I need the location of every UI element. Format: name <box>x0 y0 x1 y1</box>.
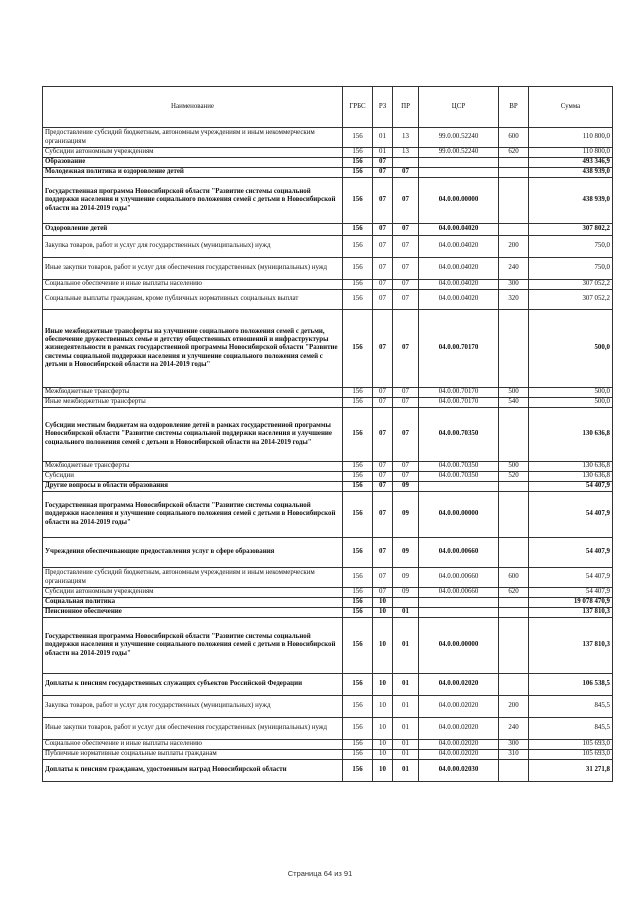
cell-grbs: 156 <box>343 740 373 750</box>
cell-rz: 10 <box>373 750 393 760</box>
cell-pr: 07 <box>393 178 419 224</box>
cell-vr: 240 <box>499 258 529 280</box>
cell-csr: 04.0.00.00660 <box>419 538 499 568</box>
cell-grbs: 156 <box>343 568 373 588</box>
cell-csr: 04.0.00.00660 <box>419 568 499 588</box>
cell-name: Субсидии автономным учреждениям <box>43 148 343 158</box>
cell-name: Доплаты к пенсиям государственных служащих субъектов Российской Федерации <box>43 674 343 696</box>
cell-vr <box>499 482 529 492</box>
table-body <box>43 128 613 782</box>
cell-rz: 07 <box>373 588 393 598</box>
cell-rz: 07 <box>373 290 393 310</box>
cell-name: Субсидии автономным учреждениям <box>43 588 343 598</box>
cell-grbs: 156 <box>343 398 373 408</box>
cell-sum: 106 538,5 <box>529 674 613 696</box>
cell-vr <box>499 178 529 224</box>
cell-rz: 10 <box>373 608 393 618</box>
cell-rz: 07 <box>373 472 393 482</box>
cell-rz: 07 <box>373 310 393 388</box>
cell-grbs: 156 <box>343 310 373 388</box>
cell-csr: 04.0.00.00000 <box>419 492 499 538</box>
cell-csr: 04.0.00.04020 <box>419 280 499 290</box>
cell-pr: 01 <box>393 718 419 740</box>
cell-sum: 130 636,8 <box>529 408 613 462</box>
cell-pr: 01 <box>393 618 419 674</box>
cell-sum: 493 346,9 <box>529 158 613 168</box>
cell-grbs: 156 <box>343 290 373 310</box>
cell-rz: 10 <box>373 740 393 750</box>
table-row <box>43 128 613 148</box>
cell-vr: 620 <box>499 588 529 598</box>
cell-pr: 07 <box>393 388 419 398</box>
cell-name: Межбюджетные трансферты <box>43 462 343 472</box>
table-row <box>43 608 613 618</box>
cell-name: Государственная программа Новосибирской области "Развитие системы социальной поддержки населения и улучшение социального положения семей с детьми в Новосибирской области на 2014-2019 годы" <box>43 618 343 674</box>
cell-rz: 01 <box>373 128 393 148</box>
cell-rz: 07 <box>373 388 393 398</box>
cell-name: Субсидии <box>43 472 343 482</box>
budget-table <box>42 86 613 782</box>
cell-csr <box>419 158 499 168</box>
cell-grbs: 156 <box>343 750 373 760</box>
cell-vr: 620 <box>499 148 529 158</box>
cell-name: Оздоровление детей <box>43 224 343 236</box>
cell-vr <box>499 760 529 782</box>
cell-sum: 500,0 <box>529 398 613 408</box>
cell-pr: 13 <box>393 128 419 148</box>
cell-grbs: 156 <box>343 588 373 598</box>
cell-vr <box>499 158 529 168</box>
cell-vr <box>499 408 529 462</box>
cell-rz: 07 <box>373 168 393 178</box>
cell-vr: 600 <box>499 128 529 148</box>
cell-csr <box>419 168 499 178</box>
cell-sum: 54 407,9 <box>529 492 613 538</box>
cell-pr <box>393 158 419 168</box>
cell-grbs: 156 <box>343 696 373 718</box>
cell-vr <box>499 538 529 568</box>
header-grbs: ГРБС <box>343 87 373 128</box>
cell-pr: 07 <box>393 224 419 236</box>
cell-sum: 750,0 <box>529 236 613 258</box>
cell-name: Другие вопросы в области образования <box>43 482 343 492</box>
cell-pr: 01 <box>393 608 419 618</box>
cell-vr: 320 <box>499 290 529 310</box>
cell-sum: 105 693,0 <box>529 740 613 750</box>
cell-grbs: 156 <box>343 178 373 224</box>
header-name: Наименование <box>43 87 343 128</box>
cell-pr: 07 <box>393 408 419 462</box>
cell-csr: 04.0.00.02030 <box>419 760 499 782</box>
cell-rz: 07 <box>373 236 393 258</box>
cell-sum: 137 810,3 <box>529 618 613 674</box>
cell-vr <box>499 598 529 608</box>
cell-name: Межбюджетные трансферты <box>43 388 343 398</box>
cell-grbs: 156 <box>343 492 373 538</box>
table-row <box>43 280 613 290</box>
cell-grbs: 156 <box>343 408 373 462</box>
cell-sum: 54 407,9 <box>529 538 613 568</box>
cell-name: Иные закупки товаров, работ и услуг для обеспечения государственных (муниципальных) нужд <box>43 258 343 280</box>
cell-csr: 99.0.00.52240 <box>419 128 499 148</box>
cell-sum: 307 802,2 <box>529 224 613 236</box>
cell-rz: 10 <box>373 760 393 782</box>
cell-vr <box>499 608 529 618</box>
cell-csr: 04.0.00.70350 <box>419 472 499 482</box>
cell-name: Доплаты к пенсиям гражданам, удостоенным наград Новосибирской области <box>43 760 343 782</box>
cell-grbs: 156 <box>343 148 373 158</box>
page-number: Страница 64 из 91 <box>287 869 353 878</box>
cell-grbs: 156 <box>343 760 373 782</box>
cell-grbs: 156 <box>343 718 373 740</box>
header-pr: ПР <box>393 87 419 128</box>
table-row <box>43 618 613 674</box>
cell-pr: 09 <box>393 568 419 588</box>
cell-csr: 04.0.00.00000 <box>419 618 499 674</box>
cell-pr: 01 <box>393 760 419 782</box>
cell-pr <box>393 598 419 608</box>
cell-vr: 240 <box>499 718 529 740</box>
cell-grbs: 156 <box>343 128 373 148</box>
cell-csr: 04.0.00.70350 <box>419 408 499 462</box>
header-vr: ВР <box>499 87 529 128</box>
cell-pr: 01 <box>393 740 419 750</box>
cell-sum: 54 407,9 <box>529 588 613 598</box>
cell-name: Иные межбюджетные трансферты <box>43 398 343 408</box>
cell-pr: 09 <box>393 588 419 598</box>
table-row <box>43 224 613 236</box>
cell-name: Социальное обеспечение и иные выплаты населению <box>43 740 343 750</box>
cell-sum: 110 800,0 <box>529 128 613 148</box>
table-row <box>43 158 613 168</box>
cell-rz: 07 <box>373 398 393 408</box>
cell-pr: 13 <box>393 148 419 158</box>
table-row <box>43 168 613 178</box>
cell-vr: 540 <box>499 398 529 408</box>
cell-sum: 750,0 <box>529 258 613 280</box>
cell-sum: 130 636,8 <box>529 472 613 482</box>
cell-rz: 10 <box>373 674 393 696</box>
cell-pr: 09 <box>393 538 419 568</box>
cell-csr: 04.0.00.04020 <box>419 290 499 310</box>
cell-grbs: 156 <box>343 158 373 168</box>
cell-csr <box>419 598 499 608</box>
cell-pr: 07 <box>393 290 419 310</box>
table-header-row <box>43 87 613 128</box>
cell-grbs: 156 <box>343 388 373 398</box>
header-sum: Сумма <box>529 87 613 128</box>
table-row <box>43 696 613 718</box>
cell-pr: 01 <box>393 696 419 718</box>
cell-rz: 10 <box>373 598 393 608</box>
cell-name: Молодежная политика и оздоровление детей <box>43 168 343 178</box>
table-row <box>43 750 613 760</box>
cell-name: Публичные нормативные социальные выплаты гражданам <box>43 750 343 760</box>
cell-csr: 04.0.00.02020 <box>419 750 499 760</box>
table-row <box>43 236 613 258</box>
cell-pr: 01 <box>393 750 419 760</box>
cell-grbs: 156 <box>343 482 373 492</box>
cell-rz: 07 <box>373 258 393 280</box>
cell-vr <box>499 168 529 178</box>
table-row <box>43 588 613 598</box>
cell-grbs: 156 <box>343 224 373 236</box>
cell-name: Закупка товаров, работ и услуг для государственных (муниципальных) нужд <box>43 236 343 258</box>
cell-rz: 07 <box>373 538 393 568</box>
cell-csr: 04.0.00.70170 <box>419 310 499 388</box>
cell-rz: 07 <box>373 462 393 472</box>
cell-pr: 07 <box>393 398 419 408</box>
cell-rz: 07 <box>373 408 393 462</box>
cell-grbs: 156 <box>343 618 373 674</box>
cell-name: Иные межбюджетные трансферты на улучшение социального положения семей с детьми, обеспечение дружественных семье и детству общественных отношений и инфраструктуры жизнедеятельности в рамках государственной программы Новосибирской области "Развитие системы социальной поддержки населения и улучшение социального положения семей с детьми в Новосибирской области на 2014-2019 годы" <box>43 310 343 388</box>
cell-name: Государственная программа Новосибирской области "Развитие системы социальной поддержки населения и улучшение социального положения семей с детьми в Новосибирской области на 2014-2019 годы" <box>43 178 343 224</box>
cell-pr: 07 <box>393 258 419 280</box>
cell-grbs: 156 <box>343 598 373 608</box>
cell-vr <box>499 224 529 236</box>
cell-name: Закупка товаров, работ и услуг для государственных (муниципальных) нужд <box>43 696 343 718</box>
cell-rz: 07 <box>373 492 393 538</box>
cell-name: Иные закупки товаров, работ и услуг для обеспечения государственных (муниципальных) нужд <box>43 718 343 740</box>
cell-sum: 105 693,0 <box>529 750 613 760</box>
cell-vr: 500 <box>499 388 529 398</box>
cell-sum: 54 407,9 <box>529 482 613 492</box>
cell-csr: 04.0.00.04020 <box>419 258 499 280</box>
table-row <box>43 598 613 608</box>
cell-pr: 09 <box>393 482 419 492</box>
cell-rz: 07 <box>373 224 393 236</box>
cell-grbs: 156 <box>343 538 373 568</box>
cell-vr <box>499 674 529 696</box>
table-row <box>43 492 613 538</box>
table-row <box>43 472 613 482</box>
cell-pr: 07 <box>393 472 419 482</box>
cell-sum: 31 271,8 <box>529 760 613 782</box>
cell-sum: 845,5 <box>529 718 613 740</box>
cell-pr: 07 <box>393 280 419 290</box>
cell-csr: 04.0.00.70170 <box>419 388 499 398</box>
cell-pr: 07 <box>393 462 419 472</box>
cell-rz: 07 <box>373 158 393 168</box>
cell-name: Социальные выплаты гражданам, кроме публичных нормативных социальных выплат <box>43 290 343 310</box>
cell-pr: 09 <box>393 492 419 538</box>
cell-sum: 307 052,2 <box>529 290 613 310</box>
cell-rz: 01 <box>373 148 393 158</box>
table-row <box>43 538 613 568</box>
cell-rz: 07 <box>373 568 393 588</box>
cell-grbs: 156 <box>343 168 373 178</box>
cell-vr: 200 <box>499 696 529 718</box>
cell-rz: 07 <box>373 482 393 492</box>
table-row <box>43 760 613 782</box>
cell-csr: 99.0.00.52240 <box>419 148 499 158</box>
table-row <box>43 258 613 280</box>
table-row <box>43 568 613 588</box>
cell-sum: 438 939,0 <box>529 178 613 224</box>
cell-pr: 07 <box>393 310 419 388</box>
cell-name: Предоставление субсидий бюджетным, автономным учреждениям и иным некоммерческим организациям <box>43 568 343 588</box>
table-row <box>43 178 613 224</box>
cell-sum: 130 636,8 <box>529 462 613 472</box>
cell-vr: 310 <box>499 750 529 760</box>
table-row <box>43 482 613 492</box>
cell-rz: 10 <box>373 718 393 740</box>
cell-csr: 04.0.00.00000 <box>419 178 499 224</box>
cell-pr: 01 <box>393 674 419 696</box>
cell-vr: 600 <box>499 568 529 588</box>
cell-sum: 307 052,2 <box>529 280 613 290</box>
cell-rz: 10 <box>373 696 393 718</box>
header-rz: РЗ <box>373 87 393 128</box>
cell-csr: 04.0.00.04020 <box>419 224 499 236</box>
cell-name: Субсидии местным бюджетам на оздоровление детей в рамках государственной программы Новосибирской области "Развитие системы социальной поддержки населения и улучшение социального положения семей с детьми в Новосибирской области на 2014-2019 годы" <box>43 408 343 462</box>
cell-vr <box>499 310 529 388</box>
cell-grbs: 156 <box>343 236 373 258</box>
table-row <box>43 740 613 750</box>
table-row <box>43 408 613 462</box>
cell-csr: 04.0.00.02020 <box>419 740 499 750</box>
cell-sum: 438 939,0 <box>529 168 613 178</box>
cell-pr: 07 <box>393 236 419 258</box>
cell-csr: 04.0.00.04020 <box>419 236 499 258</box>
cell-name: Учреждения обеспечивающие предоставления услуг в сфере образования <box>43 538 343 568</box>
cell-csr: 04.0.00.00660 <box>419 588 499 598</box>
cell-grbs: 156 <box>343 674 373 696</box>
table-row <box>43 718 613 740</box>
cell-grbs: 156 <box>343 258 373 280</box>
cell-pr: 07 <box>393 168 419 178</box>
cell-grbs: 156 <box>343 472 373 482</box>
cell-sum: 110 800,0 <box>529 148 613 158</box>
cell-grbs: 156 <box>343 280 373 290</box>
cell-sum: 137 810,3 <box>529 608 613 618</box>
cell-name: Государственная программа Новосибирской области "Развитие системы социальной поддержки населения и улучшение социального положения семей с детьми в Новосибирской области на 2014-2019 годы" <box>43 492 343 538</box>
cell-sum: 500,0 <box>529 310 613 388</box>
table-row <box>43 398 613 408</box>
cell-grbs: 156 <box>343 462 373 472</box>
cell-grbs: 156 <box>343 608 373 618</box>
table-row <box>43 310 613 388</box>
table-row <box>43 290 613 310</box>
cell-sum: 19 078 470,9 <box>529 598 613 608</box>
cell-sum: 54 407,9 <box>529 568 613 588</box>
cell-rz: 07 <box>373 280 393 290</box>
cell-csr <box>419 608 499 618</box>
cell-vr: 300 <box>499 280 529 290</box>
table-row <box>43 674 613 696</box>
cell-csr: 04.0.00.70170 <box>419 398 499 408</box>
header-csr: ЦСР <box>419 87 499 128</box>
cell-rz: 10 <box>373 618 393 674</box>
cell-name: Предоставление субсидий бюджетным, автономным учреждениям и иным некоммерческим организациям <box>43 128 343 148</box>
cell-sum: 845,5 <box>529 696 613 718</box>
cell-rz: 07 <box>373 178 393 224</box>
cell-csr: 04.0.00.02020 <box>419 696 499 718</box>
table-row <box>43 462 613 472</box>
cell-sum: 500,0 <box>529 388 613 398</box>
cell-name: Образование <box>43 158 343 168</box>
cell-vr <box>499 492 529 538</box>
table-row <box>43 388 613 398</box>
cell-name: Социальное обеспечение и иные выплаты населению <box>43 280 343 290</box>
cell-vr: 520 <box>499 472 529 482</box>
cell-vr: 300 <box>499 740 529 750</box>
table-row <box>43 148 613 158</box>
cell-vr: 500 <box>499 462 529 472</box>
cell-csr <box>419 482 499 492</box>
cell-csr: 04.0.00.70350 <box>419 462 499 472</box>
cell-vr <box>499 618 529 674</box>
cell-csr: 04.0.00.02020 <box>419 718 499 740</box>
cell-name: Социальная политика <box>43 598 343 608</box>
cell-csr: 04.0.00.02020 <box>419 674 499 696</box>
cell-name: Пенсионное обеспечение <box>43 608 343 618</box>
cell-vr: 200 <box>499 236 529 258</box>
